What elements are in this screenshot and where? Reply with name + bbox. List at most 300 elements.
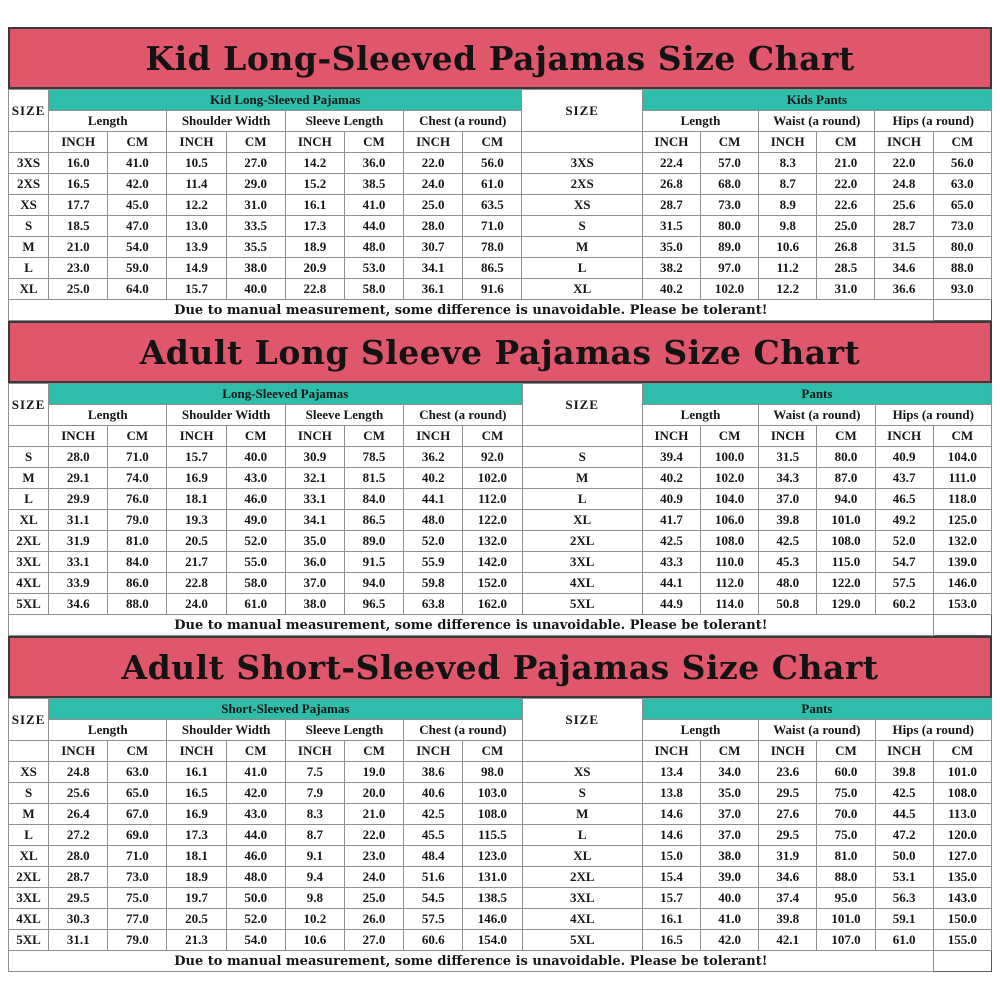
inch-header: INCH: [49, 426, 108, 447]
value-cell: 94.0: [817, 489, 875, 510]
value-cell: 48.4: [404, 846, 463, 867]
size-column-header: SIZE: [522, 384, 642, 426]
value-cell: 22.4: [642, 153, 700, 174]
value-cell: 21.0: [344, 804, 403, 825]
value-cell: 29.1: [49, 468, 108, 489]
cm-header: CM: [108, 132, 167, 153]
value-cell: 22.0: [875, 153, 933, 174]
value-cell: 73.0: [700, 195, 758, 216]
size-cell: S: [9, 447, 49, 468]
value-cell: 79.0: [108, 930, 167, 951]
value-cell: 155.0: [933, 930, 991, 951]
value-cell: 80.0: [700, 216, 758, 237]
value-cell: 77.0: [108, 909, 167, 930]
measure-column-header: Waist (a round): [759, 720, 875, 741]
table-row: [9, 195, 992, 216]
value-cell: 47.2: [875, 825, 933, 846]
value-cell: 46.0: [226, 846, 285, 867]
section-title: Kid Long-Sleeved Pajamas Size Chart: [145, 38, 855, 78]
value-cell: 39.8: [875, 762, 933, 783]
table-row: [9, 594, 992, 615]
value-cell: 45.5: [404, 825, 463, 846]
value-cell: 40.9: [875, 447, 933, 468]
value-cell: 44.0: [344, 216, 403, 237]
inch-header: INCH: [875, 132, 933, 153]
value-cell: 10.5: [167, 153, 226, 174]
value-cell: 14.6: [642, 825, 700, 846]
value-cell: 65.0: [933, 195, 991, 216]
value-cell: 63.0: [108, 762, 167, 783]
value-cell: 106.0: [701, 510, 759, 531]
value-cell: 16.9: [167, 804, 226, 825]
value-cell: 31.1: [49, 930, 108, 951]
size-cell: XL: [522, 510, 642, 531]
value-cell: 42.0: [226, 783, 285, 804]
value-cell: 73.0: [933, 216, 991, 237]
value-cell: 68.0: [700, 174, 758, 195]
value-cell: 162.0: [463, 594, 522, 615]
value-cell: 26.4: [49, 804, 108, 825]
value-cell: 88.0: [817, 867, 875, 888]
inch-header: INCH: [404, 426, 463, 447]
value-cell: 101.0: [817, 510, 875, 531]
size-cell: 5XL: [522, 930, 642, 951]
table-row: [9, 174, 992, 195]
value-cell: 41.0: [226, 762, 285, 783]
value-cell: 40.6: [404, 783, 463, 804]
value-cell: 8.3: [759, 153, 817, 174]
header-row-group: [9, 90, 992, 111]
measure-column-header: Sleeve Length: [285, 111, 403, 132]
value-cell: 13.9: [167, 237, 226, 258]
value-cell: 16.5: [49, 174, 108, 195]
measure-column-header: Shoulder Width: [167, 111, 285, 132]
size-chart-section: [8, 321, 992, 636]
value-cell: 60.2: [875, 594, 933, 615]
value-cell: 101.0: [817, 909, 875, 930]
value-cell: 86.5: [344, 510, 403, 531]
value-cell: 60.0: [817, 762, 875, 783]
value-cell: 14.9: [167, 258, 226, 279]
value-cell: 7.5: [285, 762, 344, 783]
value-cell: 34.6: [49, 594, 108, 615]
size-cell: 3XS: [9, 153, 49, 174]
value-cell: 123.0: [463, 846, 522, 867]
value-cell: 15.7: [642, 888, 700, 909]
value-cell: 28.7: [642, 195, 700, 216]
value-cell: 31.5: [759, 447, 817, 468]
value-cell: 94.0: [344, 573, 403, 594]
value-cell: 122.0: [463, 510, 522, 531]
cm-header: CM: [344, 741, 403, 762]
empty-cell: [9, 741, 49, 762]
value-cell: 86.5: [463, 258, 522, 279]
value-cell: 35.0: [285, 531, 344, 552]
value-cell: 54.7: [875, 552, 933, 573]
measure-column-header: Hips (a round): [875, 111, 992, 132]
size-cell: 2XL: [522, 867, 642, 888]
size-cell: 3XL: [522, 552, 642, 573]
size-cell: XS: [522, 762, 642, 783]
value-cell: 11.4: [167, 174, 226, 195]
value-cell: 40.2: [642, 279, 700, 300]
value-cell: 8.9: [759, 195, 817, 216]
size-cell: 4XL: [9, 909, 49, 930]
value-cell: 146.0: [933, 573, 991, 594]
inch-header: INCH: [49, 132, 108, 153]
pants-table-header: Pants: [642, 384, 991, 405]
value-cell: 15.4: [642, 867, 700, 888]
value-cell: 38.0: [285, 594, 344, 615]
value-cell: 153.0: [933, 594, 991, 615]
value-cell: 135.0: [933, 867, 991, 888]
value-cell: 102.0: [701, 468, 759, 489]
value-cell: 9.4: [285, 867, 344, 888]
value-cell: 28.0: [49, 447, 108, 468]
value-cell: 73.0: [108, 867, 167, 888]
value-cell: 10.6: [759, 237, 817, 258]
empty-cell: [9, 132, 49, 153]
value-cell: 28.7: [875, 216, 933, 237]
value-cell: 17.3: [167, 825, 226, 846]
cm-header: CM: [701, 741, 759, 762]
value-cell: 18.1: [167, 846, 226, 867]
value-cell: 80.0: [817, 447, 875, 468]
cm-header: CM: [933, 426, 991, 447]
value-cell: 48.0: [404, 510, 463, 531]
inch-header: INCH: [285, 426, 344, 447]
value-cell: 39.8: [759, 510, 817, 531]
table-row: [9, 552, 992, 573]
value-cell: 112.0: [701, 573, 759, 594]
section-title-banner: [8, 27, 992, 89]
size-cell: L: [9, 825, 49, 846]
value-cell: 34.1: [285, 510, 344, 531]
size-cell: 3XL: [9, 552, 49, 573]
measure-column-header: Chest (a round): [404, 111, 522, 132]
value-cell: 37.4: [759, 888, 817, 909]
pajamas-table-header: Kid Long-Sleeved Pajamas: [49, 90, 522, 111]
value-cell: 63.5: [463, 195, 522, 216]
value-cell: 13.4: [642, 762, 700, 783]
value-cell: 17.3: [285, 216, 344, 237]
value-cell: 24.0: [167, 594, 226, 615]
value-cell: 23.6: [759, 762, 817, 783]
value-cell: 31.0: [817, 279, 875, 300]
value-cell: 111.0: [933, 468, 991, 489]
measure-column-header: Waist (a round): [759, 111, 875, 132]
measure-column-header: Chest (a round): [404, 720, 522, 741]
cm-header: CM: [226, 132, 285, 153]
unit-row: [9, 426, 992, 447]
value-cell: 11.2: [759, 258, 817, 279]
value-cell: 35.5: [226, 237, 285, 258]
value-cell: 95.0: [817, 888, 875, 909]
table-row: [9, 867, 992, 888]
cm-header: CM: [817, 741, 875, 762]
value-cell: 31.5: [875, 237, 933, 258]
value-cell: 40.9: [642, 489, 700, 510]
cm-header: CM: [463, 741, 522, 762]
value-cell: 16.1: [642, 909, 700, 930]
value-cell: 38.2: [642, 258, 700, 279]
disclaimer-row: [9, 615, 992, 636]
value-cell: 22.0: [817, 174, 875, 195]
disclaimer-text: Due to manual measurement, some difference is unavoidable. Please be tolerant!: [9, 615, 934, 636]
value-cell: 125.0: [933, 510, 991, 531]
value-cell: 138.5: [463, 888, 522, 909]
value-cell: 7.9: [285, 783, 344, 804]
value-cell: 101.0: [933, 762, 991, 783]
measure-column-header: Length: [49, 720, 167, 741]
value-cell: 120.0: [933, 825, 991, 846]
value-cell: 22.0: [404, 153, 463, 174]
value-cell: 102.0: [700, 279, 758, 300]
value-cell: 96.5: [344, 594, 403, 615]
value-cell: 16.5: [167, 783, 226, 804]
value-cell: 79.0: [108, 510, 167, 531]
size-cell: M: [522, 468, 642, 489]
value-cell: 71.0: [108, 447, 167, 468]
size-cell: XS: [522, 195, 642, 216]
value-cell: 26.0: [344, 909, 403, 930]
value-cell: 39.0: [701, 867, 759, 888]
cm-header: CM: [344, 426, 403, 447]
value-cell: 112.0: [463, 489, 522, 510]
size-cell: 2XS: [9, 174, 49, 195]
table-row: [9, 573, 992, 594]
value-cell: 52.0: [404, 531, 463, 552]
size-cell: 4XL: [9, 573, 49, 594]
value-cell: 43.0: [226, 468, 285, 489]
size-cell: S: [522, 216, 642, 237]
measure-column-header: Hips (a round): [875, 405, 991, 426]
value-cell: 20.9: [285, 258, 344, 279]
value-cell: 44.0: [226, 825, 285, 846]
value-cell: 114.0: [701, 594, 759, 615]
size-cell: S: [522, 447, 642, 468]
value-cell: 61.0: [226, 594, 285, 615]
table-row: [9, 846, 992, 867]
table-row: [9, 237, 992, 258]
value-cell: 103.0: [463, 783, 522, 804]
size-chart-section: [8, 636, 992, 972]
value-cell: 43.0: [226, 804, 285, 825]
size-cell: S: [522, 783, 642, 804]
size-cell: XS: [9, 195, 49, 216]
value-cell: 33.5: [226, 216, 285, 237]
inch-header: INCH: [404, 132, 463, 153]
size-chart-section: [8, 27, 992, 321]
size-cell: L: [522, 258, 642, 279]
value-cell: 42.5: [404, 804, 463, 825]
value-cell: 53.1: [875, 867, 933, 888]
value-cell: 52.0: [226, 531, 285, 552]
size-cell: 3XS: [522, 153, 642, 174]
value-cell: 32.1: [285, 468, 344, 489]
value-cell: 42.5: [642, 531, 700, 552]
value-cell: 108.0: [701, 531, 759, 552]
value-cell: 26.8: [817, 237, 875, 258]
size-cell: 4XL: [522, 909, 642, 930]
value-cell: 87.0: [817, 468, 875, 489]
value-cell: 45.3: [759, 552, 817, 573]
disclaimer-text: Due to manual measurement, some difference is unavoidable. Please be tolerant!: [9, 300, 934, 321]
value-cell: 42.5: [875, 783, 933, 804]
value-cell: 44.1: [642, 573, 700, 594]
size-cell: 5XL: [9, 594, 49, 615]
size-cell: 2XS: [522, 174, 642, 195]
value-cell: 154.0: [463, 930, 522, 951]
value-cell: 129.0: [817, 594, 875, 615]
size-cell: M: [9, 468, 49, 489]
value-cell: 31.9: [49, 531, 108, 552]
measure-column-header: Length: [642, 720, 758, 741]
value-cell: 56.0: [933, 153, 991, 174]
cm-header: CM: [108, 741, 167, 762]
value-cell: 152.0: [463, 573, 522, 594]
value-cell: 43.3: [642, 552, 700, 573]
value-cell: 91.6: [463, 279, 522, 300]
header-row-group: [9, 699, 992, 720]
value-cell: 38.6: [404, 762, 463, 783]
value-cell: 21.0: [817, 153, 875, 174]
value-cell: 59.0: [108, 258, 167, 279]
pants-table-header: Kids Pants: [642, 90, 991, 111]
disclaimer-text: Due to manual measurement, some difference is unavoidable. Please be tolerant!: [9, 951, 934, 972]
value-cell: 113.0: [933, 804, 991, 825]
size-cell: 3XL: [522, 888, 642, 909]
size-cell: L: [9, 258, 49, 279]
inch-header: INCH: [285, 132, 344, 153]
value-cell: 18.9: [285, 237, 344, 258]
value-cell: 10.2: [285, 909, 344, 930]
value-cell: 25.6: [49, 783, 108, 804]
value-cell: 29.5: [759, 783, 817, 804]
value-cell: 54.0: [226, 930, 285, 951]
value-cell: 41.0: [108, 153, 167, 174]
value-cell: 37.0: [701, 804, 759, 825]
value-cell: 146.0: [463, 909, 522, 930]
value-cell: 139.0: [933, 552, 991, 573]
value-cell: 44.9: [642, 594, 700, 615]
value-cell: 42.1: [759, 930, 817, 951]
cm-header: CM: [226, 741, 285, 762]
value-cell: 9.8: [285, 888, 344, 909]
value-cell: 63.8: [404, 594, 463, 615]
table-row: [9, 930, 992, 951]
value-cell: 33.9: [49, 573, 108, 594]
value-cell: 89.0: [344, 531, 403, 552]
measure-column-header: Sleeve Length: [285, 720, 403, 741]
value-cell: 46.0: [226, 489, 285, 510]
value-cell: 12.2: [759, 279, 817, 300]
value-cell: 70.0: [817, 804, 875, 825]
value-cell: 58.0: [344, 279, 403, 300]
section-title-banner: [8, 636, 992, 698]
value-cell: 24.0: [344, 867, 403, 888]
value-cell: 54.0: [108, 237, 167, 258]
value-cell: 25.0: [344, 888, 403, 909]
measure-column-header: Shoulder Width: [167, 720, 285, 741]
value-cell: 98.0: [463, 762, 522, 783]
value-cell: 12.2: [167, 195, 226, 216]
measure-column-header: Hips (a round): [875, 720, 991, 741]
value-cell: 34.1: [404, 258, 463, 279]
value-cell: 30.7: [404, 237, 463, 258]
value-cell: 20.5: [167, 531, 226, 552]
table-row: [9, 216, 992, 237]
value-cell: 43.7: [875, 468, 933, 489]
size-cell: XL: [9, 510, 49, 531]
value-cell: 22.8: [167, 573, 226, 594]
value-cell: 92.0: [463, 447, 522, 468]
size-cell: S: [9, 783, 49, 804]
value-cell: 36.1: [404, 279, 463, 300]
value-cell: 41.0: [701, 909, 759, 930]
value-cell: 142.0: [463, 552, 522, 573]
value-cell: 21.3: [167, 930, 226, 951]
inch-header: INCH: [285, 741, 344, 762]
size-cell: 2XL: [522, 531, 642, 552]
value-cell: 13.8: [642, 783, 700, 804]
unit-row: [9, 741, 992, 762]
size-column-header: SIZE: [522, 90, 642, 132]
value-cell: 104.0: [701, 489, 759, 510]
table-row: [9, 909, 992, 930]
value-cell: 76.0: [108, 489, 167, 510]
value-cell: 24.0: [404, 174, 463, 195]
value-cell: 53.0: [344, 258, 403, 279]
inch-header: INCH: [642, 426, 700, 447]
value-cell: 132.0: [933, 531, 991, 552]
value-cell: 118.0: [933, 489, 991, 510]
value-cell: 56.0: [463, 153, 522, 174]
value-cell: 108.0: [817, 531, 875, 552]
value-cell: 36.0: [285, 552, 344, 573]
value-cell: 107.0: [817, 930, 875, 951]
measure-row: [9, 405, 992, 426]
value-cell: 55.0: [226, 552, 285, 573]
inch-header: INCH: [759, 741, 817, 762]
value-cell: 93.0: [933, 279, 991, 300]
inch-header: INCH: [642, 132, 700, 153]
value-cell: 71.0: [108, 846, 167, 867]
cm-header: CM: [933, 741, 991, 762]
pants-table-header: Pants: [642, 699, 991, 720]
value-cell: 81.0: [108, 531, 167, 552]
inch-header: INCH: [759, 426, 817, 447]
value-cell: 50.8: [759, 594, 817, 615]
inch-header: INCH: [642, 741, 700, 762]
value-cell: 38.0: [701, 846, 759, 867]
size-cell: XS: [9, 762, 49, 783]
size-column-header: SIZE: [522, 699, 642, 741]
value-cell: 42.0: [108, 174, 167, 195]
size-cell: XL: [9, 279, 49, 300]
value-cell: 42.5: [759, 531, 817, 552]
size-cell: M: [9, 804, 49, 825]
value-cell: 44.1: [404, 489, 463, 510]
size-cell: L: [9, 489, 49, 510]
size-cell: M: [9, 237, 49, 258]
value-cell: 20.0: [344, 783, 403, 804]
table-row: [9, 531, 992, 552]
value-cell: 100.0: [701, 447, 759, 468]
value-cell: 56.3: [875, 888, 933, 909]
value-cell: 48.0: [344, 237, 403, 258]
table-row: [9, 279, 992, 300]
